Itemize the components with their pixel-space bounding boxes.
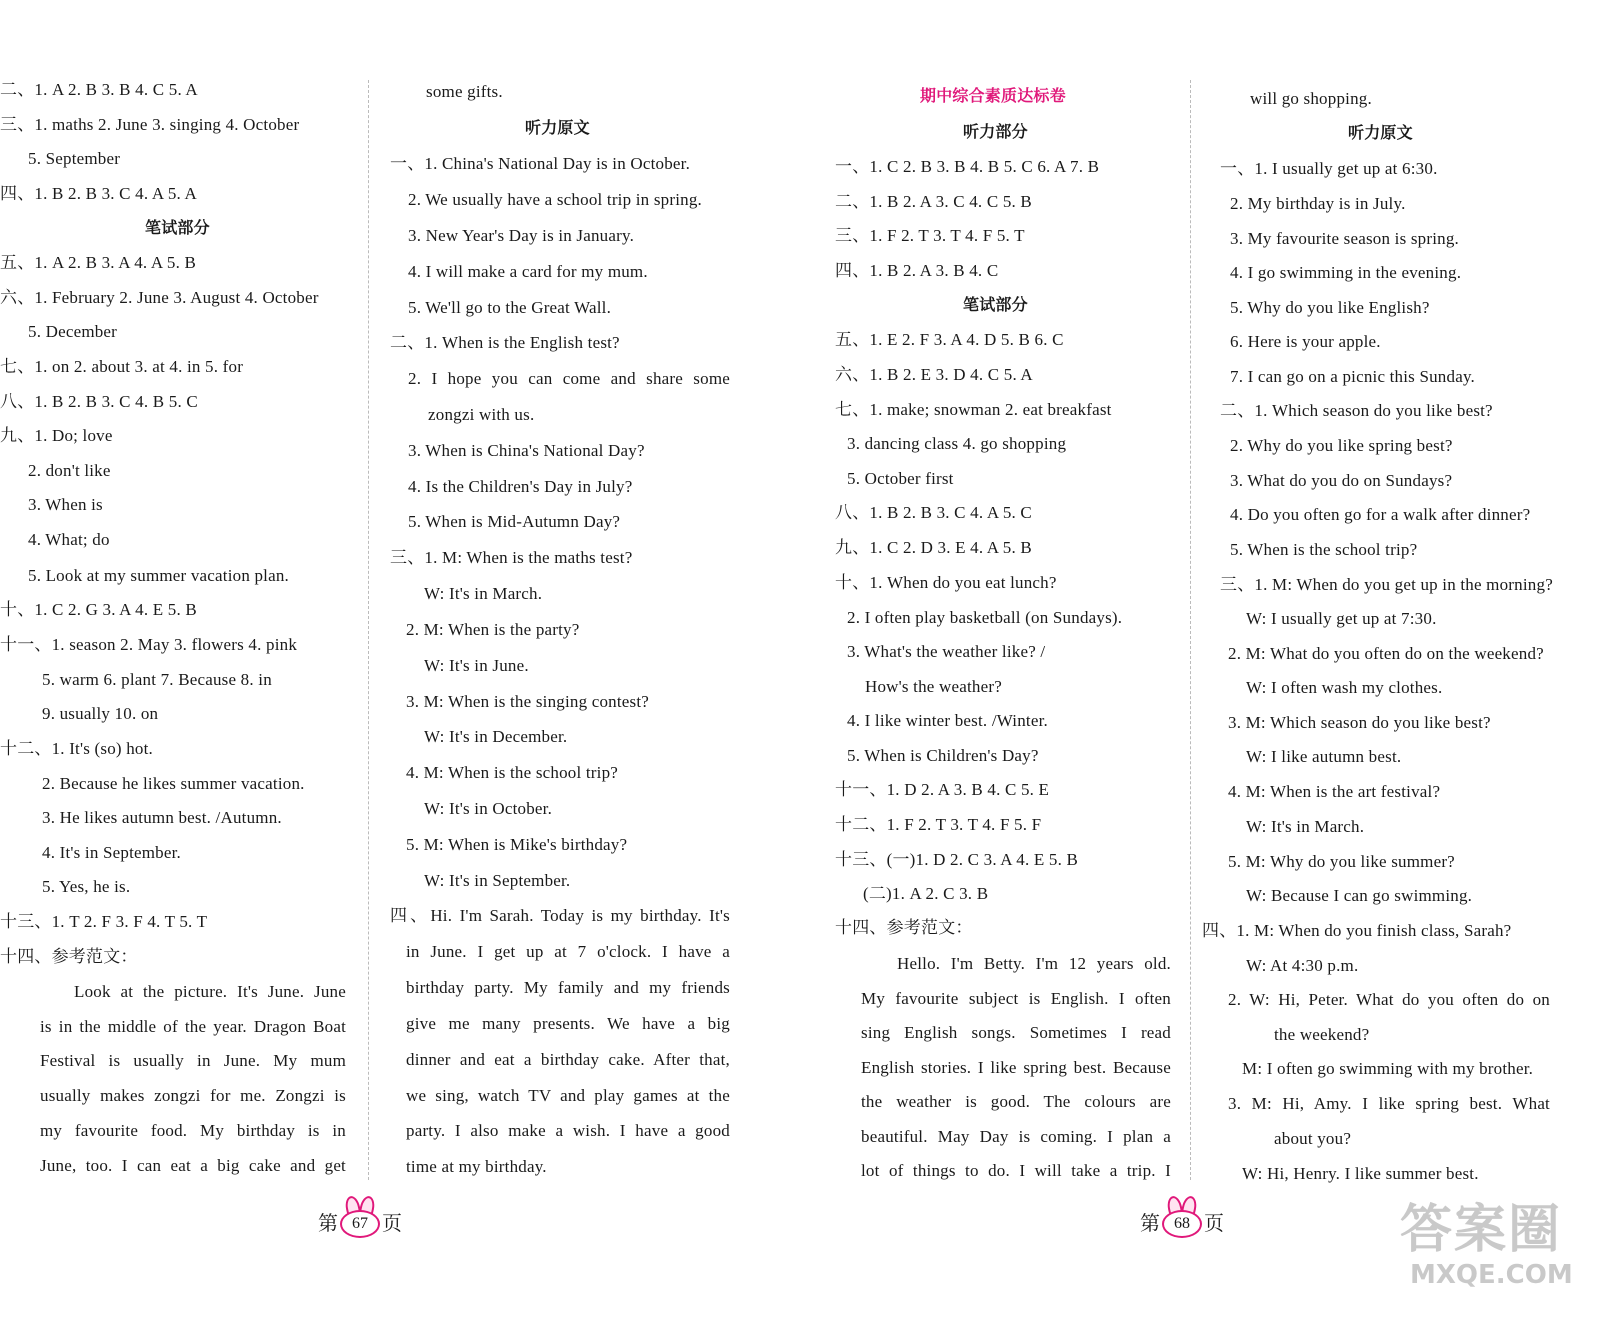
answer-line: 十一、1. season 2. May 3. flowers 4. pink bbox=[0, 635, 298, 654]
answer-line: 3. M: Hi, Amy. I like spring best. What bbox=[1228, 1094, 1550, 1113]
answer-line: 3. When is bbox=[28, 495, 103, 514]
answer-line: My favourite subject is English. I often bbox=[861, 989, 1171, 1008]
answer-line: W: It's in October. bbox=[424, 799, 553, 818]
answer-line: 2. M: When is the party? bbox=[406, 620, 580, 639]
answer-line: 十三、(一)1. D 2. C 3. A 4. E 5. B bbox=[835, 850, 1079, 869]
answer-line: 四、1. M: When do you finish class, Sarah? bbox=[1202, 921, 1512, 940]
answer-line: birthday party. My family and my friends bbox=[406, 978, 730, 997]
answer-line: 3. dancing class 4. go shopping bbox=[847, 434, 1067, 453]
answer-line: 二、1. A 2. B 3. B 4. C 5. A bbox=[0, 80, 198, 99]
answer-line: 一、1. I usually get up at 6:30. bbox=[1220, 159, 1438, 178]
answer-line: Festival is usually in June. My mum bbox=[40, 1051, 346, 1070]
answer-line: will go shopping. bbox=[1250, 89, 1372, 108]
answer-line: 一、1. China's National Day is in October. bbox=[390, 154, 691, 173]
answer-line: time at my birthday. bbox=[406, 1157, 547, 1176]
answer-line: 十一、1. D 2. A 3. B 4. C 5. E bbox=[835, 780, 1050, 799]
answer-line: we sing, watch TV and play games at the bbox=[406, 1086, 730, 1105]
answer-line: 十、1. C 2. G 3. A 4. E 5. B bbox=[0, 600, 197, 619]
section-heading: 笔试部分 bbox=[145, 220, 210, 237]
answer-line: 八、1. B 2. B 3. C 4. B 5. C bbox=[0, 392, 198, 411]
answer-line: usually makes zongzi for me. Zongzi is bbox=[40, 1086, 346, 1105]
answer-line: Hello. I'm Betty. I'm 12 years old. bbox=[897, 954, 1171, 973]
page-prefix: 第 bbox=[1140, 1212, 1160, 1235]
answer-line: June, too. I can eat a big cake and get bbox=[40, 1156, 346, 1175]
answer-line: 5. We'll go to the Great Wall. bbox=[408, 298, 612, 317]
answer-line: 十二、1. F 2. T 3. T 4. F 5. F bbox=[835, 815, 1042, 834]
answer-line: 5. December bbox=[28, 322, 118, 341]
answer-line: W: It's in March. bbox=[424, 584, 543, 603]
section-heading: 听力部分 bbox=[963, 124, 1028, 141]
page-number-value: 68 bbox=[1162, 1210, 1202, 1238]
answer-line: 5. warm 6. plant 7. Because 8. in bbox=[42, 670, 272, 689]
answer-line: 2. I hope you can come and share some bbox=[408, 369, 730, 388]
answer-line: beautiful. May Day is coming. I plan a bbox=[861, 1127, 1171, 1146]
answer-line: 3. What do you do on Sundays? bbox=[1230, 471, 1453, 490]
column-divider bbox=[368, 80, 369, 1180]
section-heading: 听力原文 bbox=[1348, 125, 1413, 142]
answer-line: 九、1. C 2. D 3. E 4. A 5. B bbox=[835, 538, 1032, 557]
answer-line: 2. M: What do you often do on the weekend? bbox=[1228, 644, 1544, 663]
answer-line: is in the middle of the year. Dragon Boat bbox=[40, 1017, 346, 1036]
column-divider bbox=[1190, 80, 1191, 1180]
answer-line: 4. I like winter best. /Winter. bbox=[847, 711, 1048, 730]
answer-line: 5. When is the school trip? bbox=[1230, 540, 1418, 559]
answer-line: 5. When is Children's Day? bbox=[847, 746, 1039, 765]
answer-line: about you? bbox=[1274, 1129, 1352, 1148]
answer-line: 2. We usually have a school trip in spring. bbox=[408, 190, 702, 209]
page-prefix: 第 bbox=[318, 1212, 338, 1235]
watermark-url: MXQE.COM bbox=[1410, 1260, 1573, 1290]
answer-line: the weather is good. The colours are bbox=[861, 1092, 1171, 1111]
answer-line: my favourite food. My birthday is in bbox=[40, 1121, 346, 1140]
answer-line: 3. When is China's National Day? bbox=[408, 441, 645, 460]
answer-line: 9. usually 10. on bbox=[42, 704, 159, 723]
answer-line: 2. I often play basketball (on Sundays). bbox=[847, 608, 1123, 627]
answer-line: 四、Hi. I'm Sarah. Today is my birthday. It's bbox=[390, 906, 730, 925]
answer-line: give me many presents. We have a big bbox=[406, 1014, 730, 1033]
answer-line: 七、1. make; snowman 2. eat breakfast bbox=[835, 400, 1112, 419]
answer-line: 3. What's the weather like? / bbox=[847, 642, 1046, 661]
answer-line: 2. W: Hi, Peter. What do you often do on bbox=[1228, 990, 1550, 1009]
answer-line: W: Hi, Henry. I like summer best. bbox=[1242, 1164, 1479, 1183]
bunny-icon bbox=[340, 1206, 380, 1236]
answer-line: 7. I can go on a picnic this Sunday. bbox=[1230, 367, 1475, 386]
answer-line: 六、1. February 2. June 3. August 4. October bbox=[0, 288, 319, 307]
answer-line: 五、1. E 2. F 3. A 4. D 5. B 6. C bbox=[835, 330, 1064, 349]
answer-line: 3. M: When is the singing contest? bbox=[406, 692, 650, 711]
answer-line: 七、1. on 2. about 3. at 4. in 5. for bbox=[0, 357, 244, 376]
section-heading: 听力原文 bbox=[525, 120, 590, 137]
answer-line: 十四、参考范文： bbox=[0, 947, 138, 966]
page-suffix: 页 bbox=[1204, 1212, 1224, 1235]
answer-line: (二)1. A 2. C 3. B bbox=[863, 884, 989, 903]
answer-line: 2. Why do you like spring best? bbox=[1230, 436, 1453, 455]
answer-line: 4. I go swimming in the evening. bbox=[1230, 263, 1462, 282]
answer-line: W: It's in June. bbox=[424, 656, 529, 675]
page-suffix: 页 bbox=[382, 1212, 402, 1235]
section-heading: 笔试部分 bbox=[963, 297, 1028, 314]
answer-line: 3. My favourite season is spring. bbox=[1230, 229, 1459, 248]
answer-line: 4. M: When is the school trip? bbox=[406, 763, 619, 782]
answer-line: W: I usually get up at 7:30. bbox=[1246, 609, 1437, 628]
answer-line: W: It's in December. bbox=[424, 727, 568, 746]
answer-line: 十二、1. It's (so) hot. bbox=[0, 739, 153, 758]
watermark-logo-text: 答案圈 bbox=[1400, 1200, 1563, 1260]
answer-line: 4. Is the Children's Day in July? bbox=[408, 477, 633, 496]
page-number-value: 67 bbox=[340, 1210, 380, 1238]
answer-line: W: Because I can go swimming. bbox=[1246, 886, 1473, 905]
answer-line: 二、1. When is the English test? bbox=[390, 333, 620, 352]
page-number-right bbox=[1140, 1206, 1224, 1236]
answer-line: 4. What; do bbox=[28, 530, 110, 549]
answer-line: 2. My birthday is in July. bbox=[1230, 194, 1406, 213]
page-number-left bbox=[318, 1206, 402, 1236]
answer-line: 4. Do you often go for a walk after dinner? bbox=[1230, 505, 1531, 524]
answer-line: 4. It's in September. bbox=[42, 843, 181, 862]
answer-line: 3. He likes autumn best. /Autumn. bbox=[42, 808, 282, 827]
answer-line: English stories. I like spring best. Because bbox=[861, 1058, 1171, 1077]
answer-line: 三、1. maths 2. June 3. singing 4. October bbox=[0, 115, 300, 134]
answer-line: lot of things to do. I will take a trip. I bbox=[861, 1161, 1171, 1180]
answer-line: dinner and eat a birthday cake. After that, bbox=[406, 1050, 730, 1069]
answer-line: in June. I get up at 7 o'clock. I have a bbox=[406, 942, 730, 961]
answer-line: 3. M: Which season do you like best? bbox=[1228, 713, 1491, 732]
answer-line: sing English songs. Sometimes I read bbox=[861, 1023, 1171, 1042]
answer-line: 5. When is Mid-Autumn Day? bbox=[408, 512, 621, 531]
answer-line: 5. M: Why do you like summer? bbox=[1228, 852, 1455, 871]
answer-line: 三、1. M: When do you get up in the morning? bbox=[1220, 575, 1553, 594]
answer-line: 十四、参考范文： bbox=[835, 918, 973, 937]
answer-line: zongzi with us. bbox=[428, 405, 535, 424]
answer-line: party. I also make a wish. I have a good bbox=[406, 1121, 730, 1140]
answer-line: the weekend? bbox=[1274, 1025, 1370, 1044]
answer-line: 二、1. Which season do you like best? bbox=[1220, 401, 1493, 420]
answer-line: How's the weather? bbox=[865, 677, 1002, 696]
answer-line: 三、1. M: When is the maths test? bbox=[390, 548, 633, 567]
answer-line: W: It's in September. bbox=[424, 871, 571, 890]
answer-line: 十三、1. T 2. F 3. F 4. T 5. T bbox=[0, 912, 208, 931]
answer-line: 6. Here is your apple. bbox=[1230, 332, 1381, 351]
answer-line: Look at the picture. It's June. June bbox=[74, 982, 346, 1001]
answer-line: 一、1. C 2. B 3. B 4. B 5. C 6. A 7. B bbox=[835, 157, 1100, 176]
answer-line: 十、1. When do you eat lunch? bbox=[835, 573, 1057, 592]
bunny-icon bbox=[1162, 1206, 1202, 1236]
answer-line: 5. Yes, he is. bbox=[42, 877, 131, 896]
answer-line: 5. Look at my summer vacation plan. bbox=[28, 566, 289, 585]
answer-line: 5. October first bbox=[847, 469, 954, 488]
answer-line: W: I often wash my clothes. bbox=[1246, 678, 1443, 697]
answer-line: 3. New Year's Day is in January. bbox=[408, 226, 635, 245]
answer-line: W: I like autumn best. bbox=[1246, 747, 1402, 766]
answer-line: 四、1. B 2. A 3. B 4. C bbox=[835, 261, 999, 280]
answer-line: 八、1. B 2. B 3. C 4. A 5. C bbox=[835, 503, 1032, 522]
answer-line: 二、1. B 2. A 3. C 4. C 5. B bbox=[835, 192, 1032, 211]
answer-line: some gifts. bbox=[426, 82, 503, 101]
answer-line: 2. Because he likes summer vacation. bbox=[42, 774, 305, 793]
answer-line: 2. don't like bbox=[28, 461, 111, 480]
answer-line: 四、1. B 2. B 3. C 4. A 5. A bbox=[0, 184, 197, 203]
answer-line: 5. September bbox=[28, 149, 121, 168]
answer-line: 六、1. B 2. E 3. D 4. C 5. A bbox=[835, 365, 1033, 384]
answer-line: 4. M: When is the art festival? bbox=[1228, 782, 1441, 801]
answer-line: 5. M: When is Mike's birthday? bbox=[406, 835, 628, 854]
answer-line: 5. Why do you like English? bbox=[1230, 298, 1430, 317]
answer-line: 三、1. F 2. T 3. T 4. F 5. T bbox=[835, 226, 1025, 245]
answer-line: M: I often go swimming with my brother. bbox=[1242, 1059, 1534, 1078]
site-watermark bbox=[1400, 1200, 1580, 1310]
answer-line: W: It's in March. bbox=[1246, 817, 1365, 836]
answer-line: 4. I will make a card for my mum. bbox=[408, 262, 648, 281]
answer-line: 九、1. Do; love bbox=[0, 426, 113, 445]
section-heading: 期中综合素质达标卷 bbox=[920, 88, 1066, 105]
answer-line: W: At 4:30 p.m. bbox=[1246, 956, 1359, 975]
answer-line: 五、1. A 2. B 3. A 4. A 5. B bbox=[0, 253, 197, 272]
